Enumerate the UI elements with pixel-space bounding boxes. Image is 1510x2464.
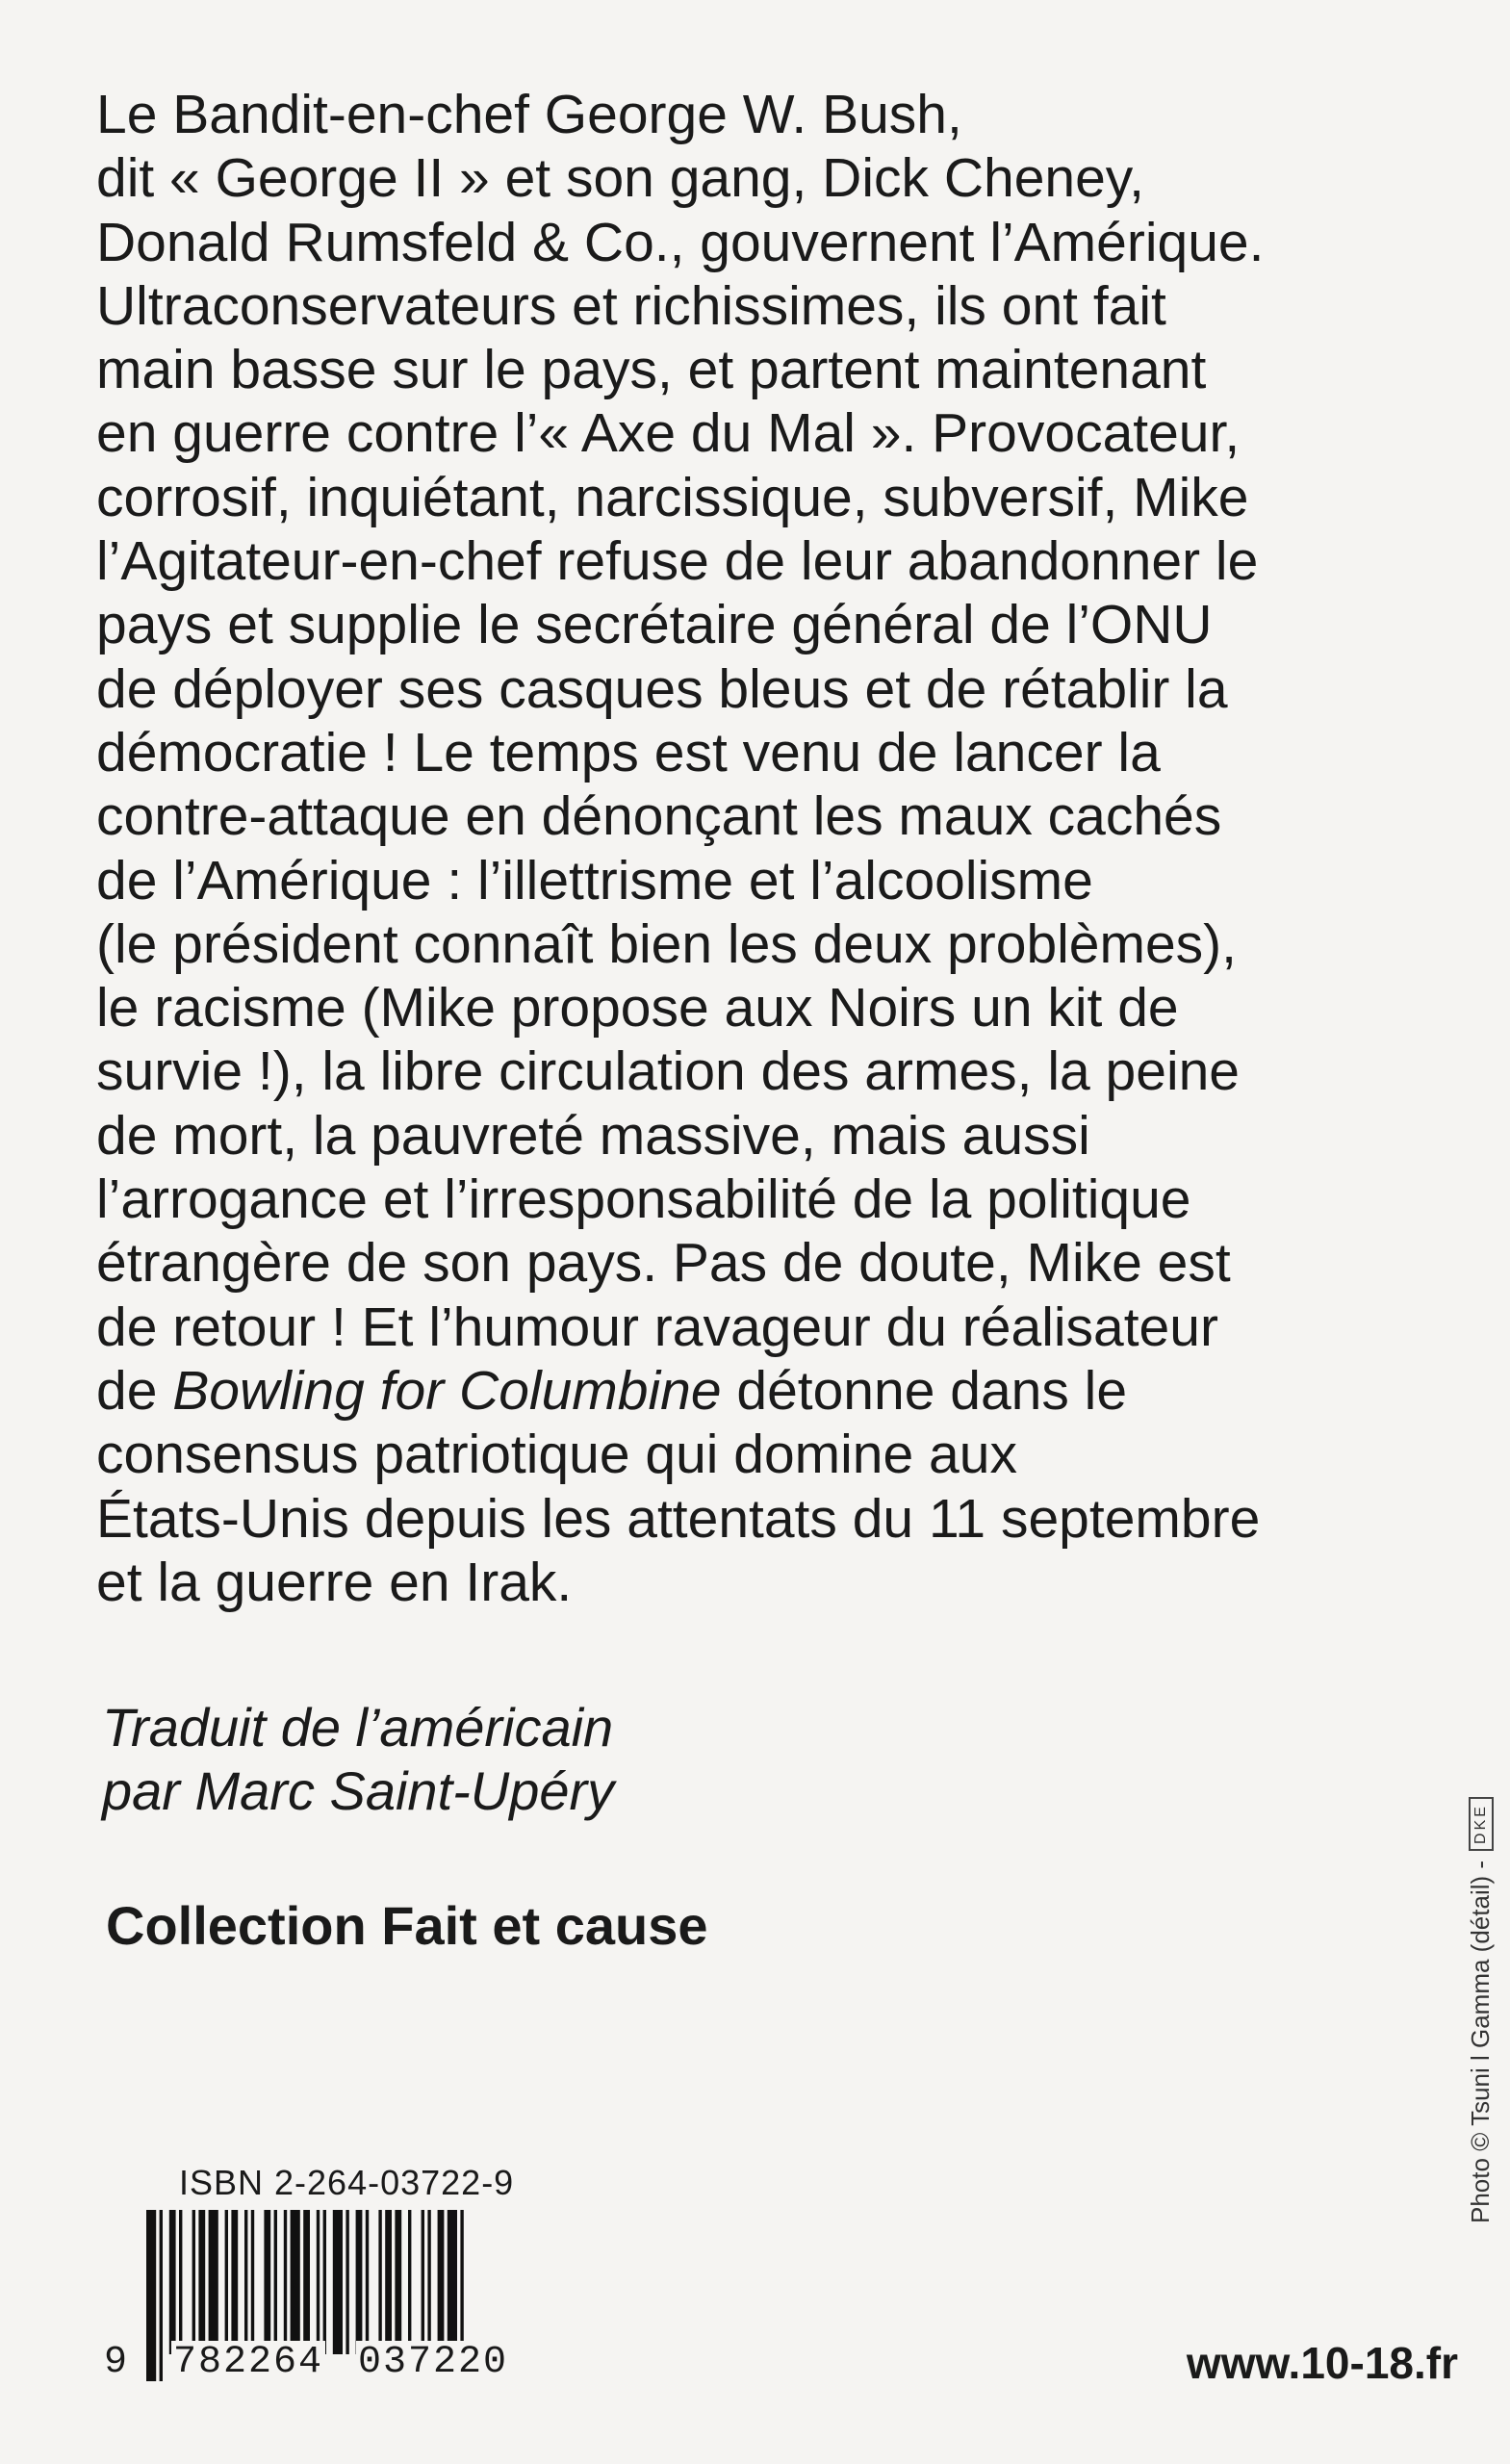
barcode-bar xyxy=(356,2210,363,2354)
barcode-bar xyxy=(438,2210,445,2354)
blurb-line: démocratie ! Le temps est venu de lancer la xyxy=(96,721,1161,783)
barcode-right-digits: 037220 xyxy=(358,2341,509,2384)
blurb-line: et la guerre en Irak. xyxy=(96,1551,573,1613)
barcode-bar xyxy=(231,2210,238,2354)
blurb-line: consensus patriotique qui domine aux xyxy=(96,1424,1017,1486)
barcode-bar xyxy=(274,2210,277,2354)
blurb-text xyxy=(96,83,1463,1614)
barcode-bar xyxy=(395,2210,401,2354)
barcode-left-digits: 782264 xyxy=(173,2341,324,2384)
barcode-bar xyxy=(366,2210,369,2354)
barcode-bar xyxy=(198,2210,205,2354)
barcode-bar xyxy=(408,2210,411,2354)
barcode-bar xyxy=(284,2210,287,2354)
barcode-bar xyxy=(192,2210,195,2354)
blurb-line: l’arrogance et l’irresponsabilité de la politique xyxy=(96,1168,1191,1231)
blurb-line: corrosif, inquiétant, narcissique, subversif, Mike xyxy=(96,466,1249,528)
dke-logo: DKE xyxy=(1469,1797,1494,1851)
blurb-line: pays et supplie le secrétaire général de l’ONU xyxy=(96,594,1213,656)
barcode-bar xyxy=(427,2210,430,2354)
barcode-bar xyxy=(385,2210,392,2354)
barcode-bar xyxy=(323,2210,326,2354)
blurb-line: Donald Rumsfeld & Co., gouvernent l’Amérique. xyxy=(96,211,1265,273)
blurb-line: (le président connaît bien les deux problèmes), xyxy=(96,912,1238,975)
blurb-line: l’Agitateur-en-chef refuse de leur abandonner le xyxy=(96,530,1259,593)
barcode-bar xyxy=(264,2210,270,2354)
barcode-bar xyxy=(179,2210,182,2354)
barcode-bar xyxy=(251,2210,254,2354)
blurb-line: dit « George II » et son gang, Dick Cheney, xyxy=(96,147,1144,210)
barcode-bar xyxy=(422,2210,424,2354)
barcode-bar xyxy=(209,2210,218,2354)
blurb-line: de déployer ses casques bleus et de rétablir la xyxy=(96,657,1228,720)
barcode-bar xyxy=(378,2210,381,2354)
barcode-bar xyxy=(146,2210,156,2381)
blurb-line: étrangère de son pays. Pas de doute, Mike est xyxy=(96,1232,1231,1295)
blurb-line: de mort, la pauvreté massive, mais aussi xyxy=(96,1104,1090,1167)
photo-credit xyxy=(1466,1797,1496,2223)
barcode-first-digit: 9 xyxy=(104,2341,128,2384)
blurb-line: le racisme (Mike propose aux Noirs un kit de xyxy=(96,977,1179,1040)
blurb-line-with-film-title xyxy=(96,1359,1463,1423)
blurb-line: contre-attaque en dénonçant les maux cachés xyxy=(96,785,1222,848)
translator-credit xyxy=(102,1696,614,1823)
blurb-line: main basse sur le pays, et partent maintenant xyxy=(96,339,1207,401)
collection-name: Collection Fait et cause xyxy=(106,1895,708,1956)
blurb-line: Ultraconservateurs et richissimes, ils ont fait xyxy=(96,274,1166,337)
film-title: Bowling for Columbine xyxy=(172,1359,722,1422)
barcode-bar xyxy=(291,2210,300,2354)
blurb-line: en guerre contre l’« Axe du Mal ». Provocateur, xyxy=(96,402,1241,465)
barcode-bar xyxy=(244,2210,247,2354)
blurb-line: de l’Amérique : l’illettrisme et l’alcoolisme xyxy=(96,849,1093,911)
blurb-line: Le Bandit-en-chef George W. Bush, xyxy=(96,84,962,145)
barcode-bar xyxy=(346,2210,348,2354)
barcode-bar xyxy=(225,2210,228,2354)
blurb-line: de retour ! Et l’humour ravageur du réalisateur xyxy=(96,1296,1218,1358)
barcode-bar xyxy=(169,2210,176,2354)
blurb-line: survie !), la libre circulation des armes, la peine xyxy=(96,1040,1241,1103)
blurb-line-suffix: détonne dans le xyxy=(721,1359,1128,1422)
blurb-line-prefix: de xyxy=(96,1359,173,1422)
translator-name: par Marc Saint-Upéry xyxy=(102,1760,615,1821)
isbn-label: ISBN 2-264-03722-9 xyxy=(179,2163,515,2202)
translation-line: Traduit de l’américain xyxy=(102,1697,614,1758)
blurb-line: États-Unis depuis les attentats du 11 septembre xyxy=(96,1487,1261,1550)
barcode-bar xyxy=(333,2210,343,2354)
barcode-bar xyxy=(160,2210,163,2381)
publisher-website: www.10-18.fr xyxy=(1186,2338,1458,2388)
photo-credit-text: Photo © Tsuni l Gamma (détail) - xyxy=(1466,1860,1495,2223)
barcode-bar xyxy=(448,2210,457,2354)
